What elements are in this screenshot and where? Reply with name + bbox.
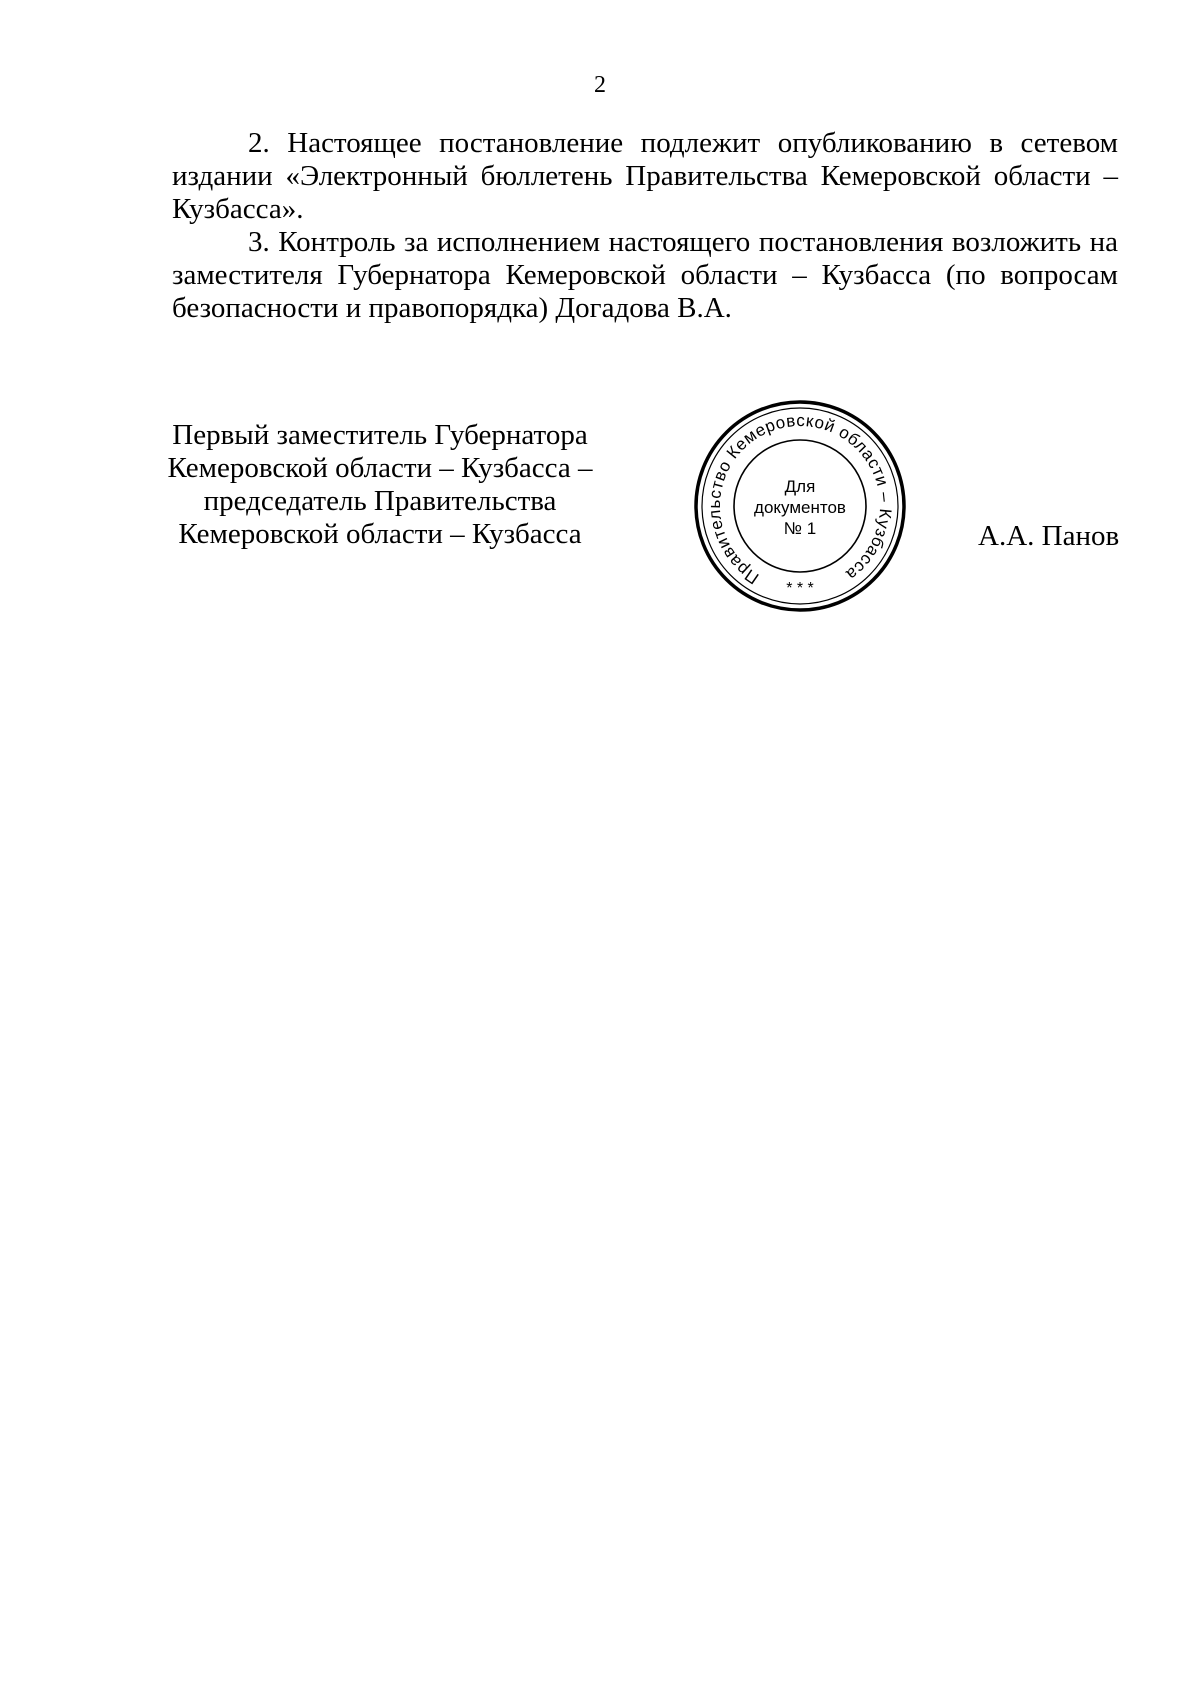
signer-title-line: Кемеровской области – Кузбасса – (167, 452, 593, 484)
document-body (172, 127, 1118, 325)
paragraph-3: 3. Контроль за исполнением настоящего постановления возложить на заместителя Губернатора Кемеровской области – Кузбасса (по вопросам безопасности и правопорядка) Догадова В.А. (172, 226, 1118, 324)
seal-center-line: Для (784, 477, 816, 496)
signer-name: А.А. Панов (978, 520, 1120, 552)
signer-title (150, 419, 610, 551)
signer-title-line: Кемеровской области – Кузбасса (178, 518, 582, 550)
seal-center-line: документов (754, 498, 846, 517)
paragraph-2: 2. Настоящее постановление подлежит опубликованию в сетевом издании «Электронный бюллетень Правительства Кемеровской области – Кузбасса». (172, 127, 1118, 225)
seal-stars: * * * (786, 580, 814, 597)
seal-center-line: № 1 (783, 519, 817, 538)
signer-title-line: председатель Правительства (203, 485, 557, 517)
page-number: 2 (594, 72, 606, 98)
seal-ring-textpath: Правительство Кемеровской области – Кузбасса (704, 410, 896, 588)
official-seal (690, 396, 910, 616)
signer-title-line: Первый заместитель Губернатора (172, 419, 588, 451)
